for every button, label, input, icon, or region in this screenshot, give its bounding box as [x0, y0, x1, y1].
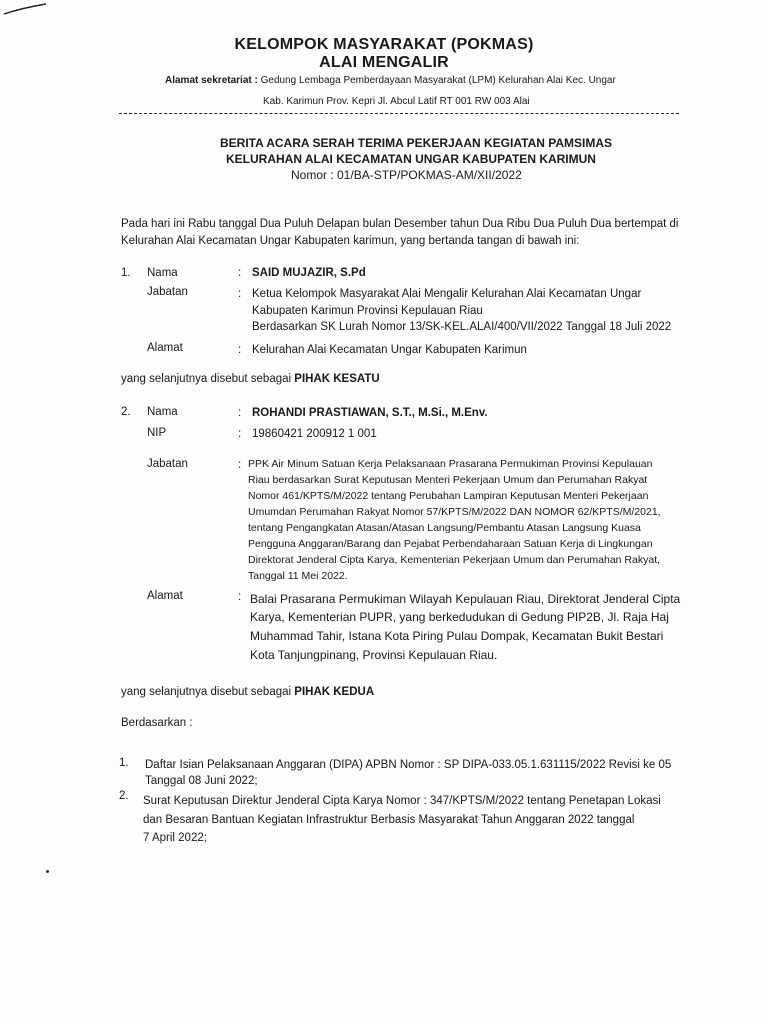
party2-alamat-line: Muhammad Tahir, Istana Kota Piring Pulau Dompak, Kecamatan Bukit Bestari: [250, 629, 664, 643]
party1-alamat: Kelurahan Alai Kecamatan Ungar Kabupaten Karimun: [252, 344, 527, 356]
designation-prefix: yang selanjutnya disebut sebagai: [121, 686, 292, 698]
party2-jabatan-line: Direktorat Jenderal Cipta Karya, Kementerian Pekerjaan Umum dan Perumahan Rakyat,: [248, 554, 661, 566]
party2-jabatan-label: Jabatan: [147, 458, 188, 470]
address-text-1: Gedung Lembaga Pemberdayaan Masyarakat (LPM) Kelurahan Alai Kec. Ungar: [260, 75, 616, 86]
party2-jabatan-line: PPK Air Minum Satuan Kerja Pelaksanaan Prasarana Permukiman Provinsi Kepulauan: [248, 458, 653, 470]
party1-number: 1.: [121, 267, 131, 279]
address-label: Alamat sekretariat :: [165, 75, 258, 86]
letterhead-address-line1: [165, 75, 616, 86]
colon: :: [238, 459, 242, 471]
basis-item-line: dan Besaran Bantuan Kegiatan Infrastruktur Berbasis Masyarakat Tahun Anggaran 2022 tanggal: [143, 814, 635, 826]
doc-title-line1: BERITA ACARA SERAH TERIMA PEKERJAAN KEGIATAN PAMSIMAS: [220, 136, 613, 150]
header-divider: [119, 113, 679, 114]
party2-name-label: Nama: [147, 406, 178, 418]
party2-number: 2.: [121, 406, 131, 418]
colon: :: [238, 288, 242, 300]
pen-stroke-mark: [0, 0, 60, 20]
party1-name: SAID MUJAZIR, S.Pd: [252, 267, 366, 279]
party2-name: ROHANDI PRASTIAWAN, S.T., M.Si., M.Env.: [252, 407, 488, 419]
party2-jabatan-line: Tanggal 11 Mei 2022.: [248, 570, 348, 582]
designation-name: PIHAK KESATU: [294, 373, 380, 385]
intro-line2: Kelurahan Alai Kecamatan Ungar Kabupaten karimun, yang bertanda tangan di bawah ini:: [121, 235, 580, 247]
org-name-line2: ALAI MENGALIR: [319, 54, 449, 71]
party2-alamat-line: Kota Tanjungpinang, Provinsi Kepulauan Riau.: [250, 648, 498, 662]
basis-item-line: 7 April 2022;: [143, 832, 207, 844]
intro-line1: Pada hari ini Rabu tanggal Dua Puluh Delapan bulan Desember tahun Dua Ribu Dua Puluh Dua bertempat di: [121, 218, 679, 230]
party2-jabatan-line: Riau berdasarkan Surat Keputusan Menteri Pekerjaan Umum dan Perumahan Rakyat: [248, 474, 648, 486]
party2-alamat-line: Karya, Kementerian PUPR, yang berkedudukan di Gedung PIP2B, Jl. Raja Haj: [250, 610, 669, 624]
basis-item-line: Surat Keputusan Direktur Jenderal Cipta Karya Nomor : 347/KPTS/M/2022 tentang Penetapan Lokasi: [143, 795, 661, 807]
org-name-line1: KELOMPOK MASYARAKAT (POKMAS): [234, 36, 534, 53]
colon: :: [238, 428, 242, 440]
basis-item-line: Tanggal 08 Juni 2022;: [145, 775, 258, 787]
party2-jabatan-line: Umumdan Perumahan Rakyat Nomor 57/KPTS/M/2022 DAN NOMOR 62/KPTS/M/2021,: [248, 506, 661, 518]
speck-mark: [46, 870, 49, 873]
basis-item-number: 1.: [119, 757, 129, 769]
designation-prefix: yang selanjutnya disebut sebagai: [121, 373, 292, 385]
basis-label: Berdasarkan :: [121, 717, 193, 729]
party2-designation: [121, 686, 374, 698]
party1-jabatan-line2: Kabupaten Karimun Provinsi Kepulauan Riau: [252, 305, 483, 317]
designation-name: PIHAK KEDUA: [294, 686, 375, 698]
party1-designation: [121, 373, 380, 385]
basis-item-number: 2.: [119, 790, 129, 802]
party2-nip-label: NIP: [147, 427, 167, 439]
colon: :: [238, 344, 242, 356]
party2-alamat-line: Balai Prasarana Permukiman Wilayah Kepulauan Riau, Direktorat Jenderal Cipta: [250, 592, 681, 606]
party1-jabatan-label: Jabatan: [147, 286, 188, 298]
basis-item-line: Daftar Isian Pelaksanaan Anggaran (DIPA) APBN Nomor : SP DIPA-033.05.1.631115/2022 Revisi ke 05: [145, 759, 672, 771]
letterhead-address-line2: Kab. Karimun Prov. Kepri Jl. Abcul Latif RT 001 RW 003 Alai: [263, 96, 530, 107]
doc-number: Nomor : 01/BA-STP/POKMAS-AM/XII/2022: [291, 168, 522, 182]
party2-jabatan-line: Nomor 461/KPTS/M/2022 tentang Perubahan Lampiran Keputusan Menteri Pekerjaan: [248, 490, 649, 502]
party1-jabatan-line3: Berdasarkan SK Lurah Nomor 13/SK-KEL.ALAI/400/VII/2022 Tanggal 18 Juli 2022: [252, 321, 672, 333]
party2-jabatan-line: tentang Pengangkatan Atasan/Atasan Langsung/Pembantu Atasan Langsung Kuasa: [248, 522, 641, 534]
party2-nip: 19860421 200912 1 001: [252, 428, 377, 440]
colon: :: [238, 407, 242, 419]
doc-title-line2: KELURAHAN ALAI KECAMATAN UNGAR KABUPATEN KARIMUN: [226, 152, 596, 166]
party1-alamat-label: Alamat: [147, 342, 183, 354]
colon: :: [238, 591, 242, 603]
party1-jabatan-line1: Ketua Kelompok Masyarakat Alai Mengalir Kelurahan Alai Kecamatan Ungar: [252, 288, 642, 300]
party2-alamat-label: Alamat: [147, 590, 183, 602]
party1-name-label: Nama: [147, 267, 178, 279]
party2-jabatan-line: Pengguna Anggaran/Barang dan Pejabat Perbendaharaan Satuan Kerja di Lingkungan: [248, 538, 653, 550]
colon: :: [238, 267, 242, 279]
